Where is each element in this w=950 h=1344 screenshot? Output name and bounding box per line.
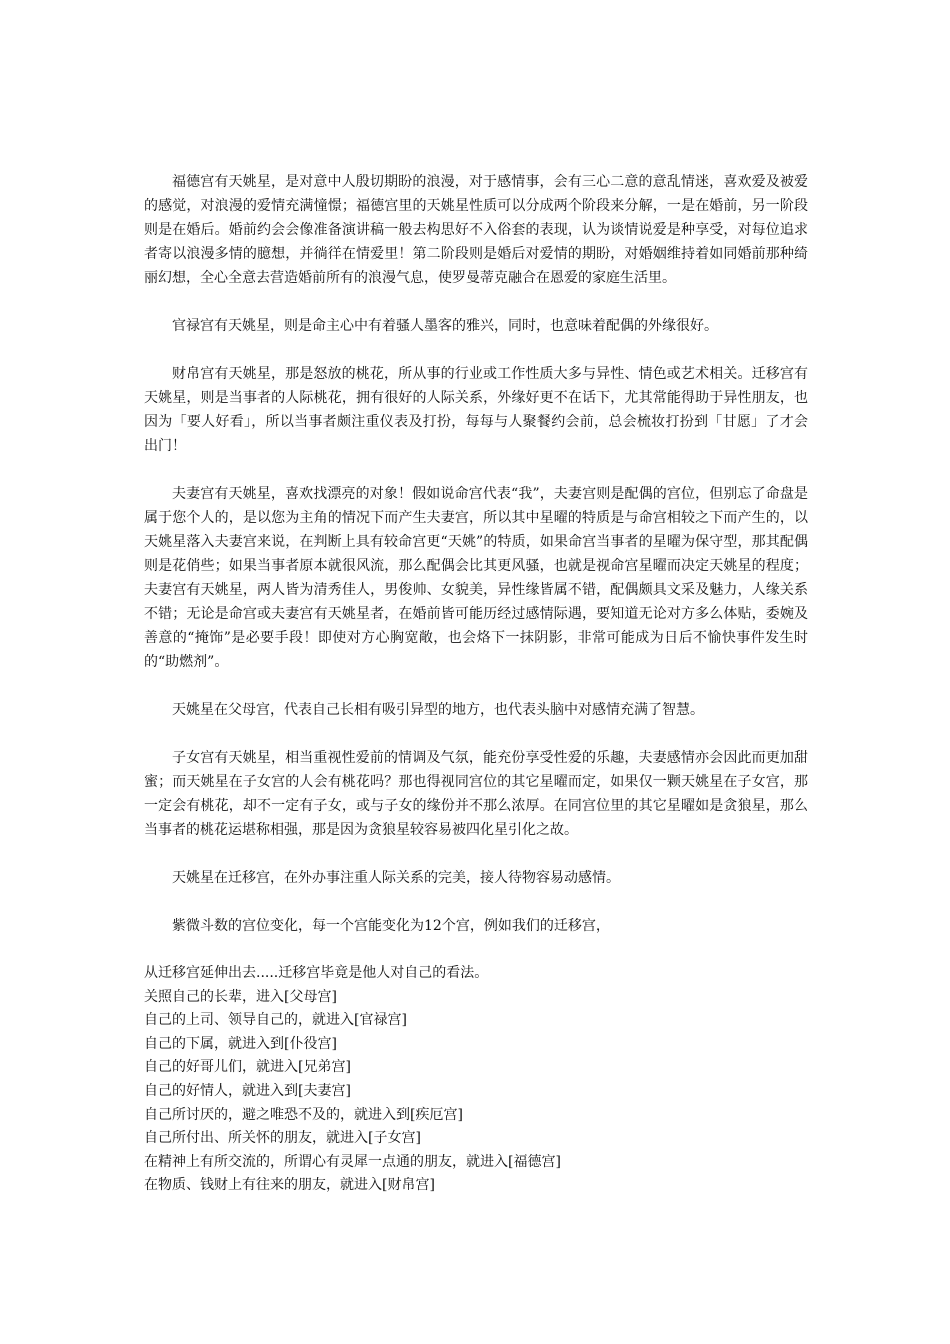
list-line: 自己所付出、所关怀的朋友，就进入[子女宫] <box>144 1130 421 1147</box>
list-line: 关照自己的长辈，进入[父母宫] <box>144 988 337 1005</box>
list-line: 自己所讨厌的，避之唯恐不及的，就进入到[疾厄宫] <box>144 1106 463 1123</box>
paragraph-guanlu: 官禄宫有天姚星，则是命主心中有着骚人墨客的雅兴，同时，也意味着配偶的外缘很好。 <box>172 318 718 334</box>
list-line: 自己的上司、领导自己的，就进入[官禄宫] <box>144 1012 407 1029</box>
paragraph-caibo-qianyi: 财帛宫有天姚星，那是怒放的桃花，所从事的行业或工作性质大多与异性、情色或艺术相关。迁移宫有天姚星，则是当事者的人际桃花，拥有很好的人际关系，外缘好更不在话下，尤其常能得助于异性朋友，也因为「要人好看」，所以当事者颇注重仪表及打扮，每每与人聚餐约会前，总会梳妆打扮到「甘愿」了才会出门！ <box>144 366 808 454</box>
paragraph-fuqi: 夫妻宫有天姚星，喜欢找漂亮的对象！假如说命宫代表“我”，夫妻宫则是配偶的宫位，但别忘了命盘是属于您个人的，是以您为主角的情况下而产生夫妻宫，所以其中星曜的特质是与命宫相较之下而产生的，以天姚星落入夫妻宫来说，在判断上具有较命宫更“天姚”的特质，如果命宫当事者的星曜为保守型，那其配偶则是花俏些；如果当事者原本就很风流，那么配偶会比其更风骚，也就是视命宫星曜而决定天姚星的程度；夫妻宫有天姚星，两人皆为清秀佳人，男俊帅、女貌美，异性缘皆属不错，配偶颇具文采及魅力，人缘关系不错；无论是命宫或夫妻宫有天姚星者，在婚前皆可能历经过感情际遇，要知道无论对方多么体贴，委婉及善意的“掩饰”是必要手段！即使对方心胸宽敞，也会烙下一抹阴影，非常可能成为日后不愉快事件发生时的“助燃剂”。 <box>144 486 808 670</box>
paragraph-gongwei-bianhua: 紫微斗数的宫位变化，每一个宫能变化为12个宫，例如我们的迁移宫， <box>172 918 610 934</box>
list-line: 自己的下属，就进入到[仆役宫] <box>144 1035 337 1052</box>
list-line: 在物质、钱财上有往来的朋友，就进入[财帛宫] <box>144 1177 435 1194</box>
list-line: 从迁移宫延伸出去.....迁移宫毕竟是他人对自己的看法。 <box>144 965 489 981</box>
qianyi-extension-list <box>144 962 808 1198</box>
paragraph-fumu: 天姚星在父母宫，代表自己长相有吸引异型的地方，也代表头脑中对感情充满了智慧。 <box>172 702 704 718</box>
paragraph-fude: 福德宫有天姚星，是对意中人殷切期盼的浪漫，对于感情事，会有三心二意的意乱情迷，喜欢爱及被爱的感觉，对浪漫的爱情充满憧憬；福德宫里的天姚星性质可以分成两个阶段来分解，一是在婚前，另一阶段则是在婚后。婚前约会会像准备演讲稿一般去构思好不入俗套的表现，认为谈情说爱是种享受，对每位追求者寄以浪漫多情的臆想，并徜徉在情爱里！第二阶段则是婚后对爱情的期盼，对婚姻维持着如同婚前那种绮丽幻想，全心全意去营造婚前所有的浪漫气息，使罗曼蒂克融合在恩爱的家庭生活里。 <box>144 174 808 286</box>
list-line: 自己的好哥儿们，就进入[兄弟宫] <box>144 1059 351 1076</box>
paragraph-qianyi: 天姚星在迁移宫，在外办事注重人际关系的完美，接人待物容易动感情。 <box>172 870 620 886</box>
list-line: 自己的好情人，就进入到[夫妻宫] <box>144 1082 351 1099</box>
paragraph-zinu: 子女宫有天姚星，相当重视性爱前的情调及气氛，能充份享受性爱的乐趣，夫妻感情亦会因此而更加甜蜜；而天姚星在子女宫的人会有桃花吗？那也得视同宫位的其它星曜而定，如果仅一颗天姚星在子女宫，那一定会有桃花，却不一定有子女，或与子女的缘份并不那么浓厚。在同宫位里的其它星曜如是贪狼星，那么当事者的桃花运堪称相强，那是因为贪狼星较容易被四化星引化之故。 <box>144 750 808 838</box>
list-line: 在精神上有所交流的，所谓心有灵犀一点通的朋友，就进入[福德宫] <box>144 1153 561 1170</box>
document-page <box>144 170 808 1198</box>
